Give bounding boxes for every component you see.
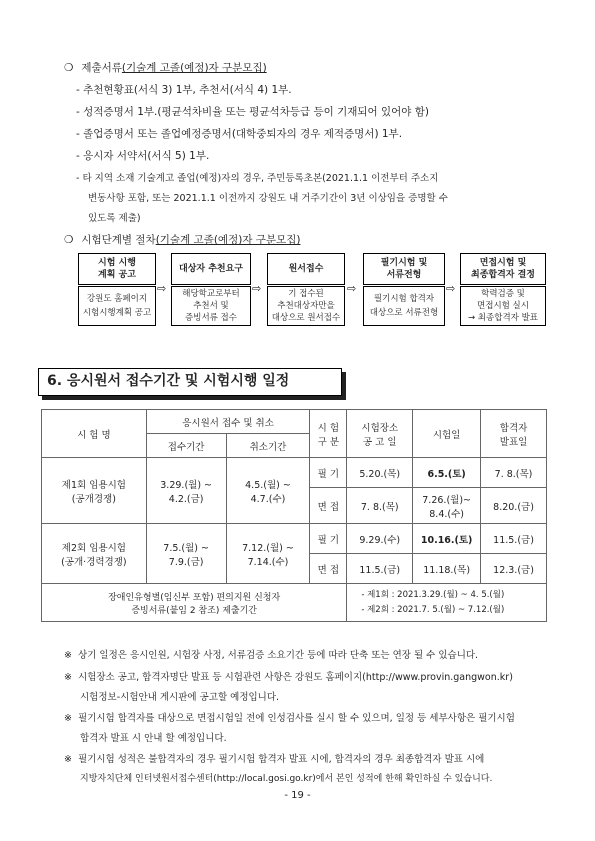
exam-type: 필 기 [310, 524, 347, 554]
submission-heading: ❍ 제출서류(기술계 고졸(예정)자 구분모집) [64, 62, 267, 74]
arrow-right-icon: ⇨ [446, 282, 456, 295]
round-name: 제1회 임용시험 (공개경쟁) [42, 458, 147, 524]
reference-mark-icon: ※ [64, 650, 72, 661]
reference-mark-icon: ※ [64, 754, 72, 765]
note-item: ※ 시험장소 공고, 합격자명단 발표 등 시험관련 사항은 강원도 홈페이지(http://www.provin.gangwon.kr) [64, 672, 513, 683]
arrow-right-icon: ⇨ [347, 282, 357, 295]
exam-date: 6.5.(토) [413, 458, 481, 488]
table-row [42, 584, 547, 622]
flow-step-4-body: 필기시험 합격자 대상으로 서류전형 [363, 286, 445, 326]
venue-date: 5.20.(목) [347, 458, 413, 488]
schedule-table [41, 409, 547, 622]
venue-date: 9.29.(수) [347, 524, 413, 554]
reference-mark-icon: ※ [64, 672, 72, 683]
flow-step-5-header: 면접시험 및 최종합격자 결정 [460, 253, 546, 285]
flow-step-5-body: 학력검증 및 면접시험 실시 → 최종합격자 발표 [460, 286, 546, 326]
exam-type: 면 접 [310, 488, 347, 524]
cancel-period: 4.5.(월) ~ 4.7.(수) [226, 458, 310, 524]
result-date: 11.5.(금) [481, 524, 547, 554]
note-continuation: 합격자 발표 시 안내 할 예정입니다. [80, 733, 227, 744]
header-result-date: 합격자 발표일 [481, 410, 547, 458]
exam-date: 10.16.(토) [413, 524, 481, 554]
exam-date: 11.18.(목) [413, 554, 481, 584]
result-date: 7. 8.(목) [481, 458, 547, 488]
cancel-period: 7.12.(월) ~ 7.14.(수) [226, 524, 310, 584]
header-cancel-period: 취소기간 [226, 434, 310, 458]
header-exam-type: 시 험 구 분 [310, 410, 347, 458]
flow-step-1-header: 시험 시행 계획 공고 [78, 253, 156, 285]
arrow-right-icon: ⇨ [157, 282, 167, 295]
result-date: 12.3.(금) [481, 554, 547, 584]
disability-support-label: 장애인유형별(임신부 포함) 편의지원 신청자 증빙서류(붙임 2 참조) 제출기간 [42, 584, 347, 622]
header-venue-date: 시험장소 공 고 일 [347, 410, 413, 458]
list-item-continuation: 변동사항 포함, 또는 2021.1.1 이전까지 강원도 내 거주기간이 3년 이상임을 증명할 수 [88, 193, 448, 204]
circle-bullet-icon: ❍ [64, 234, 74, 246]
note-item: ※ 상기 일정은 응시인원, 시험장 사정, 서류검증 소요기간 등에 따라 단축 또는 연장 될 수 있습니다. [64, 650, 479, 661]
flow-step-4-header: 필기시험 및 서류전형 [363, 253, 445, 285]
note-item: ※ 필기시험 합격자를 대상으로 면접시험일 전에 인성검사를 실시 할 수 있으며, 일정 등 세부사항은 필기시험 [64, 713, 515, 724]
exam-date: 7.26.(월)~ 8.4.(수) [413, 488, 481, 524]
header-application: 응시원서 접수 및 취소 [146, 410, 310, 434]
table-row [42, 458, 547, 488]
page-number: - 19 - [284, 790, 311, 801]
reference-mark-icon: ※ [64, 713, 72, 724]
disability-support-period: - 제1회 : 2021.3.29.(월) ~ 4. 5.(월) - 제2회 : 2021.7. 5.(월) ~ 7.12.(월) [347, 584, 547, 622]
arrow-right-icon: ⇨ [252, 282, 262, 295]
flow-step-1-body: 강원도 홈페이지 시험시행계획 공고 [78, 286, 156, 326]
note-continuation: 시험정보-시험안내 게시판에 공고할 예정입니다. [80, 692, 280, 703]
exam-type: 필 기 [310, 458, 347, 488]
flow-step-2-header: 대상자 추천요구 [171, 253, 251, 285]
table-row [42, 524, 547, 554]
list-item-continuation: 있도록 제출) [88, 213, 141, 224]
circle-bullet-icon: ❍ [64, 62, 74, 74]
header-receipt-period: 접수기간 [146, 434, 226, 458]
list-item: - 졸업증명서 또는 졸업예정증명서(대학중퇴자의 경우 제적증명서) 1부. [76, 128, 403, 140]
flow-step-3-body: 기 접수된 추천대상자만을 대상으로 원서접수 [267, 286, 345, 326]
round-name: 제2회 임용시험 (공개·경력경쟁) [42, 524, 147, 584]
list-item: - 응시자 서약서(서식 5) 1부. [76, 150, 210, 162]
flow-step-3-header: 원서접수 [267, 253, 345, 285]
receipt-period: 7.5.(월) ~ 7.9.(금) [146, 524, 226, 584]
result-date: 8.20.(금) [481, 488, 547, 524]
procedure-heading: ❍ 시험단계별 절차(기술계 고졸(예정)자 구분모집) [64, 234, 301, 246]
list-item: - 타 지역 소재 기술계고 졸업(예정)자의 경우, 주민등록초본(2021.1.1 이전부터 주소지 [76, 173, 439, 184]
list-item: - 성적증명서 1부.(평균석차비율 또는 평균석차등급 등이 기재되어 있어야 함) [76, 106, 430, 118]
venue-date: 7. 8.(목) [347, 488, 413, 524]
header-exam-date: 시험일 [413, 410, 481, 458]
receipt-period: 3.29.(월) ~ 4.2.(금) [146, 458, 226, 524]
note-continuation: 지방자치단체 인터넷원서접수센터(http://local.gosi.go.kr)에서 본인 성적에 한해 확인하실 수 있습니다. [80, 774, 493, 784]
section-title: 6. 응시원서 접수기간 및 시험시행 일정 [38, 368, 342, 396]
flow-step-2-body: 해당학교로부터 추천서 및 증빙서류 접수 [171, 286, 251, 326]
venue-date: 11.5.(금) [347, 554, 413, 584]
note-item: ※ 필기시험 성적은 불합격자의 경우 필기시험 합격자 발표 시에, 합격자의 경우 최종합격자 발표 시에 [64, 754, 485, 765]
list-item: - 추천현황표(서식 3) 1부, 추천서(서식 4) 1부. [76, 84, 292, 96]
exam-type: 면 접 [310, 554, 347, 584]
header-exam-name: 시 험 명 [42, 410, 147, 458]
